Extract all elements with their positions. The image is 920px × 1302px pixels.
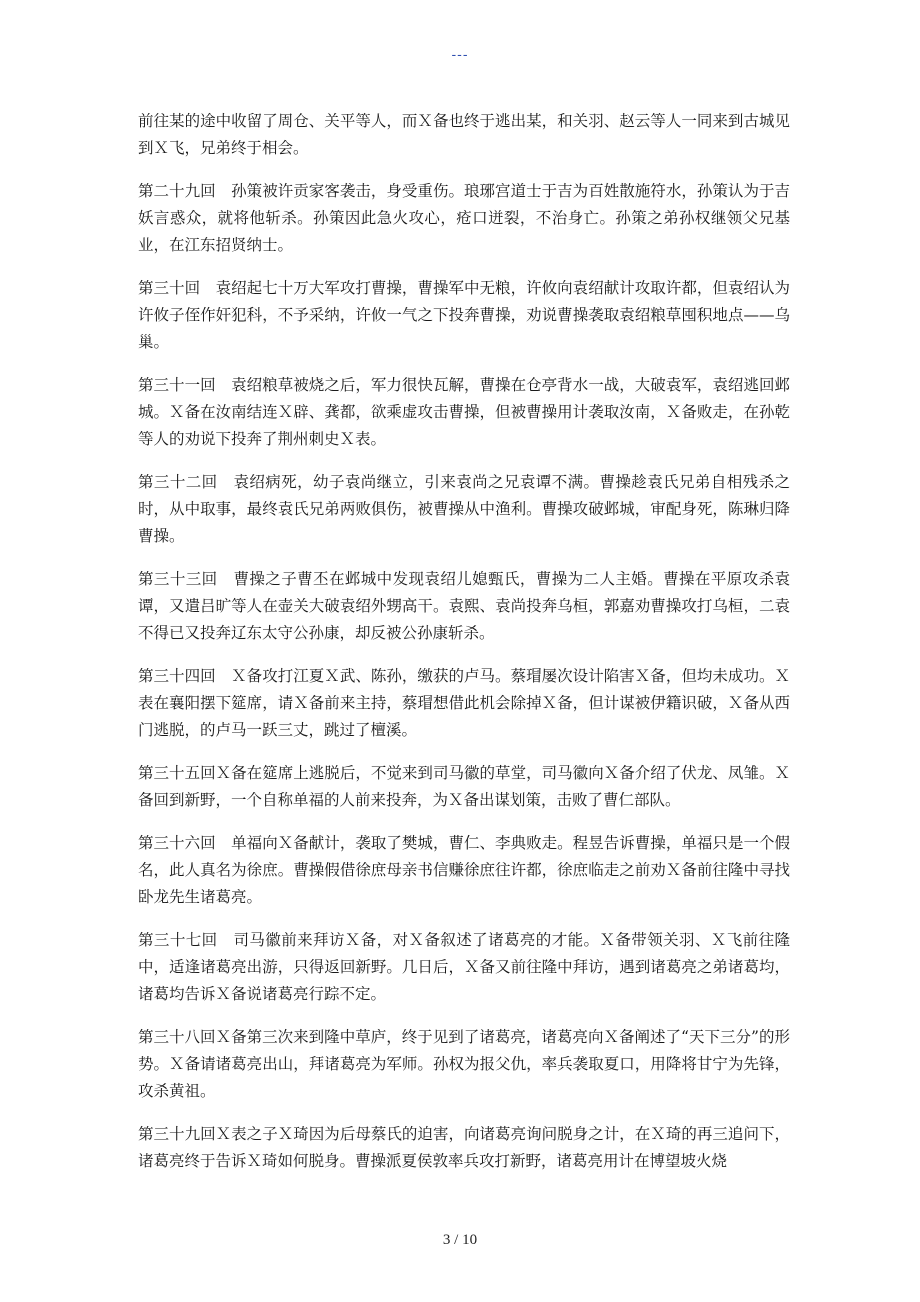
paragraph: 第二十九回 孙策被许贡家客袭击，身受重伤。琅琊宫道士于吉为百姓散施符水，孙策认为于吉妖言惑众，就将他斩杀。孙策因此急火攻心，疮口迸裂，不治身亡。孙策之弟孙权继领父兄基业，在江东招贤纳士。 [138,182,790,254]
paragraph: 第三十八回Ｘ备第三次来到隆中草庐，终于见到了诸葛亮，诸葛亮向Ｘ备阐述了“天下三分”的形势。Ｘ备请诸葛亮出山，拜诸葛亮为军师。孙权为报父仇，率兵袭取夏口，用降将甘宁为先锋，攻杀黄祖。 [138,1028,790,1100]
header-mark: --- [451,48,469,63]
paragraph: 前往某的途中收留了周仓、关平等人，而Ｘ备也终于逃出某，和关羽、赵云等人一同来到古城见到Ｘ飞，兄弟终于相会。 [138,112,790,157]
paragraph: 第三十三回 曹操之子曹丕在邺城中发现袁绍儿媳甄氏，曹操为二人主婚。曹操在平原攻杀袁谭，又遣吕旷等人在壶关大破袁绍外甥高干。袁熙、袁尚投奔乌桓，郭嘉劝曹操攻打乌桓，二袁不得已又投奔辽东太守公孙康，却反被公孙康斩杀。 [138,570,790,642]
page-number: 3 / 10 [442,1232,478,1248]
paragraph: 第三十一回 袁绍粮草被烧之后，军力很快瓦解，曹操在仓亭背水一战，大破袁军，袁绍逃回邺城。Ｘ备在汝南结连Ｘ辟、龚都，欲乘虚攻击曹操，但被曹操用计袭取汝南，Ｘ备败走，在孙乾等人的劝说下投奔了荆州刺史Ｘ表。 [138,376,790,448]
document-body [138,108,790,1191]
paragraph: 第三十回 袁绍起七十万大军攻打曹操，曹操军中无粮，许攸向袁绍献计攻取许都，但袁绍认为许攸子侄作奸犯科，不予采纳，许攸一气之下投奔曹操，劝说曹操袭取袁绍粮草囤积地点——乌巢。 [138,279,790,351]
paragraph: 第三十九回Ｘ表之子Ｘ琦因为后母蔡氏的迫害，向诸葛亮询问脱身之计，在Ｘ琦的再三追问下，诸葛亮终于告诉Ｘ琦如何脱身。曹操派夏侯敦率兵攻打新野，诸葛亮用计在博望坡火烧 [138,1125,790,1170]
paragraph: 第三十七回 司马徽前来拜访Ｘ备，对Ｘ备叙述了诸葛亮的才能。Ｘ备带领关羽、Ｘ飞前往隆中，适逢诸葛亮出游，只得返回新野。几日后，Ｘ备又前往隆中拜访，遇到诸葛亮之弟诸葛均，诸葛均告诉Ｘ备说诸葛亮行踪不定。 [138,931,790,1003]
paragraph: 第三十四回 Ｘ备攻打江夏Ｘ武、陈孙，缴获的卢马。蔡瑁屡次设计陷害Ｘ备，但均未成功。Ｘ表在襄阳摆下筵席，请Ｘ备前来主持，蔡瑁想借此机会除掉Ｘ备，但计谋被伊籍识破，Ｘ备从西门逃脱，的卢马一跃三丈，跳过了檀溪。 [138,667,790,739]
paragraph: 第三十五回Ｘ备在筵席上逃脱后，不觉来到司马徽的草堂，司马徽向Ｘ备介绍了伏龙、凤雏。Ｘ备回到新野，一个自称单福的人前来投奔，为Ｘ备出谋划策，击败了曹仁部队。 [138,764,790,809]
paragraph: 第三十二回 袁绍病死，幼子袁尚继立，引来袁尚之兄袁谭不满。曹操趁袁氏兄弟自相残杀之时，从中取事，最终袁氏兄弟两败俱伤，被曹操从中渔利。曹操攻破邺城，审配身死，陈琳归降曹操。 [138,473,790,545]
paragraph: 第三十六回 单福向Ｘ备献计，袭取了樊城，曹仁、李典败走。程昱告诉曹操，单福只是一个假名，此人真名为徐庶。曹操假借徐庶母亲书信赚徐庶往许都，徐庶临走之前劝Ｘ备前往隆中寻找卧龙先生诸葛亮。 [138,834,790,906]
